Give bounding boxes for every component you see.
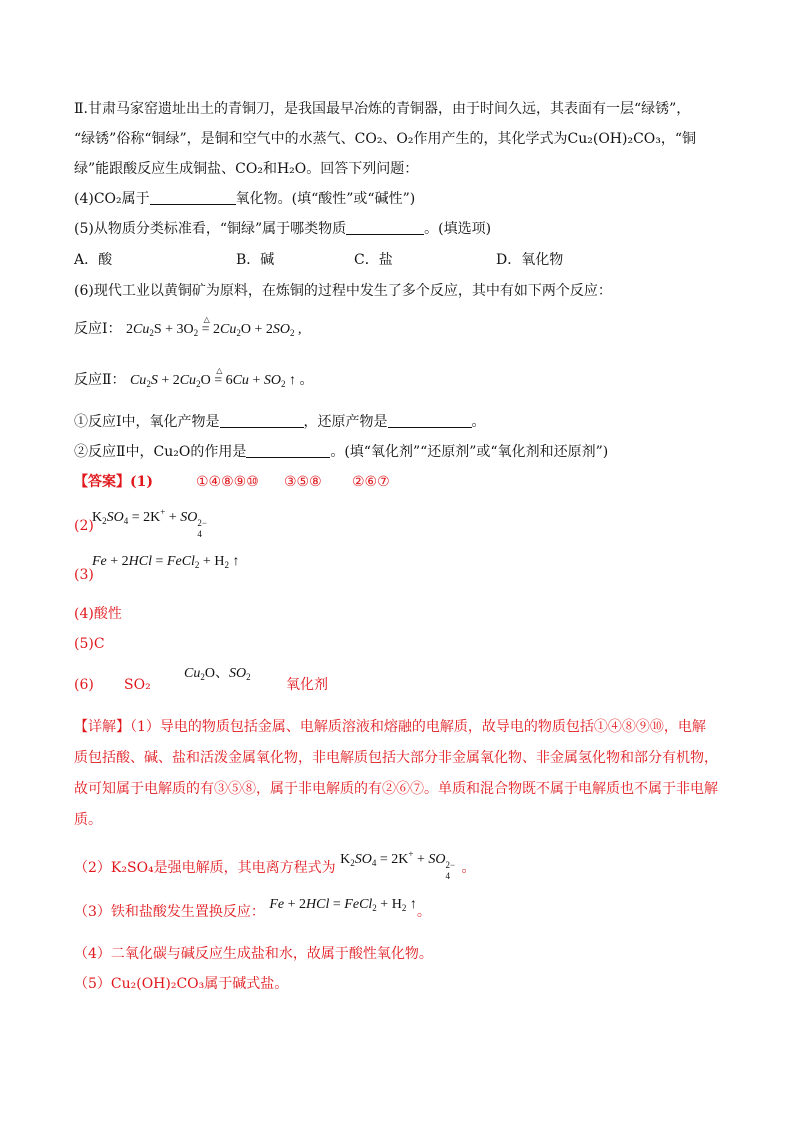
answer-1 bbox=[74, 472, 474, 492]
q6-sub1-b: ，还原产物是 bbox=[303, 414, 388, 430]
reaction-2-label: 反应Ⅱ： bbox=[74, 372, 126, 388]
answer-4: (4)酸性 bbox=[74, 606, 122, 622]
q6-sub1-blank-2[interactable] bbox=[388, 413, 472, 428]
q5-prefix: (5)从物质分类标准看，“铜绿”属于哪类物质 bbox=[74, 221, 347, 237]
intro-line-1: Ⅱ.甘肃马家窑遗址出土的青铜刀，是我国最早冶炼的青铜器，由于时间久远，其表面有一层“绿锈”， bbox=[74, 101, 691, 117]
detail-p3-text: （3）铁和盐酸发生置换反应： bbox=[74, 904, 265, 920]
detail-p3-equation: Fe + 2HCl = FeCl$_2$ + $H_2$ ↑ bbox=[269, 897, 417, 913]
q6-sub1-a: ①反应Ⅰ中，氧化产物是 bbox=[74, 414, 220, 430]
q6-sub1-c: 。 bbox=[471, 414, 486, 430]
q4-suffix: 氧化物。(填“酸性”或“碱性”) bbox=[235, 191, 416, 207]
question-5 bbox=[74, 219, 491, 239]
answer-6-part-1: SO₂ bbox=[124, 677, 151, 693]
detail-p2-end: 。 bbox=[461, 860, 476, 876]
answer-6-label: (6) bbox=[74, 677, 94, 693]
reaction-1-label: 反应Ⅰ： bbox=[74, 321, 122, 337]
reaction-2 bbox=[74, 366, 314, 394]
q5-blank[interactable] bbox=[346, 220, 424, 235]
q5-option-d: D．氧化物 bbox=[496, 252, 564, 268]
answer-6-part-2: $Cu_2O$、$SO_2$ bbox=[184, 666, 251, 682]
q5-option-a: A．酸 bbox=[74, 252, 113, 268]
answer-2-equation: $K_2SO_4 = 2K^+$ + SO 2− 4 bbox=[92, 507, 207, 539]
answer-1-part-2: ③⑤⑧ bbox=[284, 474, 322, 490]
q5-option-b: B．碱 bbox=[236, 252, 275, 268]
q5-option-c: C．盐 bbox=[354, 252, 393, 268]
q6-sub-2 bbox=[74, 442, 608, 462]
answer-1-part-3: ②⑥⑦ bbox=[352, 474, 390, 490]
answer-2-label: (2) bbox=[74, 518, 94, 534]
detail-p2 bbox=[74, 849, 476, 882]
q6-sub-1 bbox=[74, 412, 486, 432]
detail-p2-text: （2）K₂SO₄是强电解质，其电离方程式为 bbox=[74, 860, 336, 876]
detail-p2-equation: $K_2SO_4 = 2K^+$ + SO 2− 4 bbox=[340, 849, 456, 881]
answer-1-part-1: ①④⑧⑨⑩ bbox=[196, 474, 259, 490]
detail-p1-line-2: 质包括酸、碱、盐和活泼金属氧化物，非电解质包括大部分非金属氧化物、非金属氢化物和部分有机物， bbox=[74, 750, 718, 766]
reaction-1 bbox=[74, 315, 302, 343]
answer-label: 【答案】(1) bbox=[74, 474, 153, 490]
reaction-1-equation: $2Cu_2S + 3O_2$ = △ $2Cu_2O + 2SO_2$ , bbox=[125, 315, 302, 338]
detail-p1-line-3: 故可知属于电解质的有③⑤⑧，属于非电解质的有②⑥⑦。单质和混合物既不属于电解质也不属于非电解 bbox=[74, 781, 718, 797]
q4-prefix: (4)CO₂属于 bbox=[74, 191, 150, 207]
reaction-2-equation: $Cu_2S + 2Cu_2O$ = △ $6Cu + SO_2$ ↑ 。 bbox=[129, 366, 314, 389]
question-4 bbox=[74, 189, 415, 209]
intro-line-2: “绿锈”俗称“铜绿”，是铜和空气中的水蒸气、CO₂、O₂作用产生的，其化学式为Cu₂(OH)₂CO₃，“铜 bbox=[74, 131, 697, 147]
detail-p3-end: 。 bbox=[416, 904, 431, 920]
detail-p5: （5）Cu₂(OH)₂CO₃属于碱式盐。 bbox=[74, 976, 289, 992]
detail-p4: （4）二氧化碳与碱反应生成盐和水，故属于酸性氧化物。 bbox=[74, 946, 433, 962]
intro-line-3: 绿”能跟酸反应生成铜盐、CO₂和H₂O。回答下列问题： bbox=[74, 161, 419, 177]
answer-5: (5)C bbox=[74, 636, 105, 652]
q5-suffix: 。(填选项) bbox=[424, 221, 492, 237]
detail-p3 bbox=[74, 897, 431, 926]
q6-sub2-b: 。(填“氧化剂”“还原剂”或“氧化剂和还原剂”) bbox=[330, 444, 609, 460]
q6-intro: (6)现代工业以黄铜矿为原料，在炼铜的过程中发生了多个反应，其中有如下两个反应： bbox=[74, 283, 612, 299]
q6-sub2-a: ②反应Ⅱ中，Cu₂O的作用是 bbox=[74, 444, 247, 460]
answer-6-part-3: 氧化剂 bbox=[286, 677, 328, 693]
q6-sub1-blank-1[interactable] bbox=[220, 413, 304, 428]
answer-3-equation: Fe + 2HCl = FeCl$_2$ + $H_2$ ↑ bbox=[92, 554, 240, 570]
q6-sub2-blank[interactable] bbox=[246, 443, 330, 458]
detail-p1-line-1: 【详解】（1）导电的物质包括金属、电解质溶液和熔融的电解质，故导电的物质包括①④⑧⑨⑩，电解 bbox=[74, 719, 706, 735]
q5-options bbox=[74, 250, 734, 270]
q4-blank[interactable] bbox=[150, 190, 236, 205]
answer-3-label: (3) bbox=[74, 567, 94, 583]
detail-p1-line-4: 质。 bbox=[74, 812, 102, 828]
